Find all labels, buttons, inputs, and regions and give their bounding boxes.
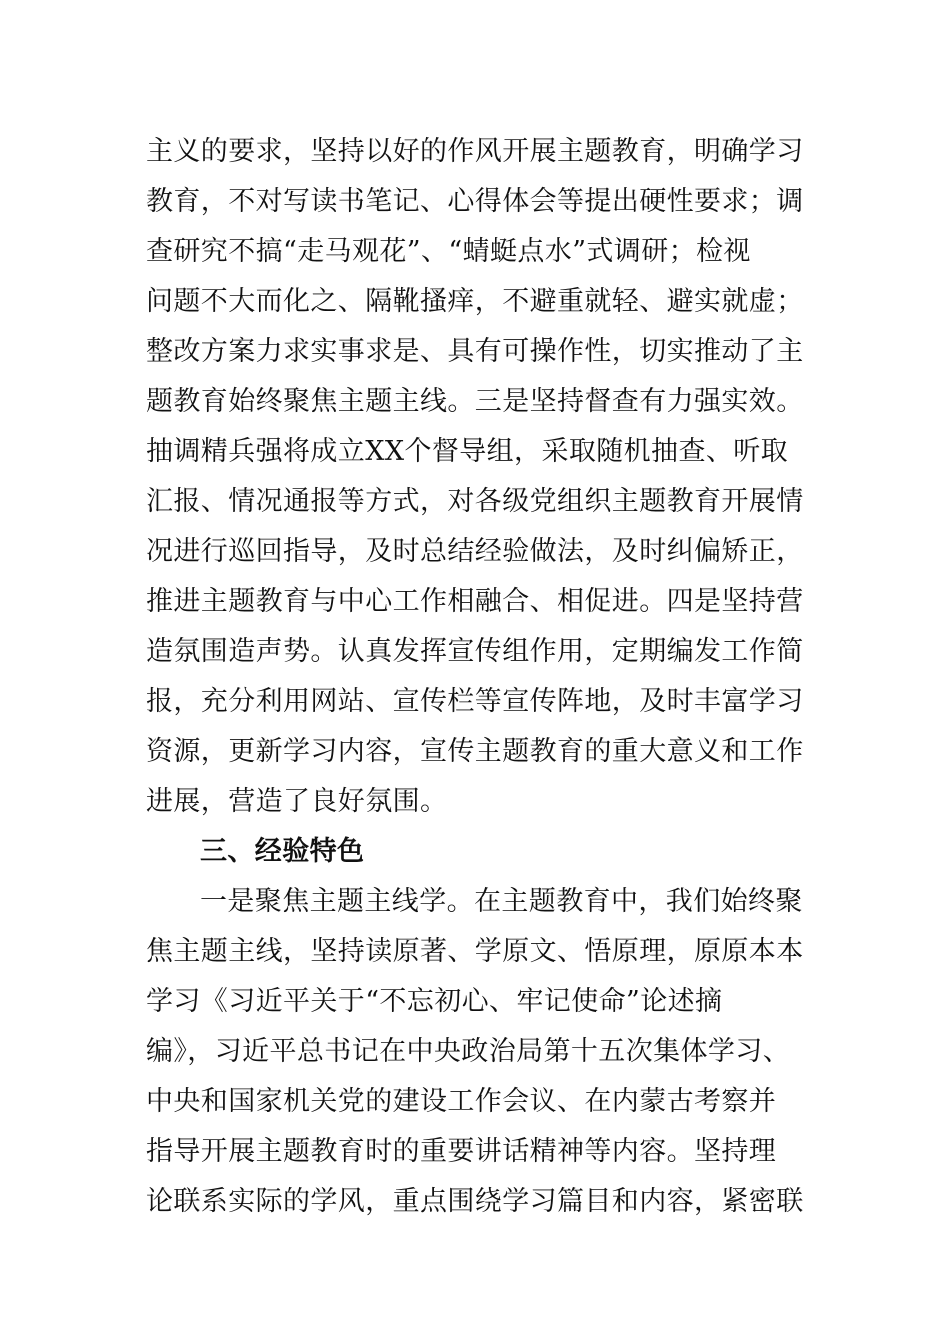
body-text-line: 论联系实际的学风，重点围绕学习篇目和内容，紧密联 [146,1186,804,1217]
body-text-line: 况进行巡回指导，及时总结经验做法，及时纠偏矫正， [146,536,804,567]
body-text-line: 编》，习近平总书记在中央政治局第十五次集体学习、 [146,1036,791,1067]
section-heading: 三、经验特色 [200,836,365,867]
body-text-line: 学习《习近平关于“不忘初心、牢记使命”论述摘 [146,986,723,1017]
body-text-line: 抽调精兵强将成立XX个督导组，采取随机抽查、听取 [146,436,789,467]
body-text-line: 进展，营造了良好氛围。 [146,786,448,817]
body-text-line: 焦主题主线，坚持读原著、学原文、悟原理，原原本本 [146,936,804,967]
body-text-line: 推进主题教育与中心工作相融合、相促进。四是坚持营 [146,586,804,617]
body-text-line: 汇报、情况通报等方式，对各级党组织主题教育开展情 [146,486,804,517]
body-text-line: 查研究不搞“走马观花”、“蜻蜓点水”式调研；检视 [146,236,751,267]
body-text-line: 题教育始终聚焦主题主线。三是坚持督查有力强实效。 [146,386,804,417]
body-text-line: 造氛围造声势。认真发挥宣传组作用，定期编发工作简 [146,636,804,667]
body-text-line: 主义的要求，坚持以好的作风开展主题教育，明确学习 [146,136,804,167]
body-text-line: 问题不大而化之、隔靴搔痒，不避重就轻、避实就虚； [146,286,804,317]
body-text-line: 报，充分利用网站、宣传栏等宣传阵地，及时丰富学习 [146,686,804,717]
body-text-line: 一是聚焦主题主线学。在主题教育中，我们始终聚 [200,886,803,917]
body-text-line: 指导开展主题教育时的重要讲话精神等内容。坚持理 [146,1136,777,1167]
body-text-line: 中央和国家机关党的建设工作会议、在内蒙古考察并 [146,1086,777,1117]
body-text-line: 整改方案力求实事求是、具有可操作性，切实推动了主 [146,336,804,367]
body-text-line: 教育，不对写读书笔记、心得体会等提出硬性要求；调 [146,186,804,217]
body-text-line: 资源，更新学习内容，宣传主题教育的重大意义和工作 [146,736,804,767]
